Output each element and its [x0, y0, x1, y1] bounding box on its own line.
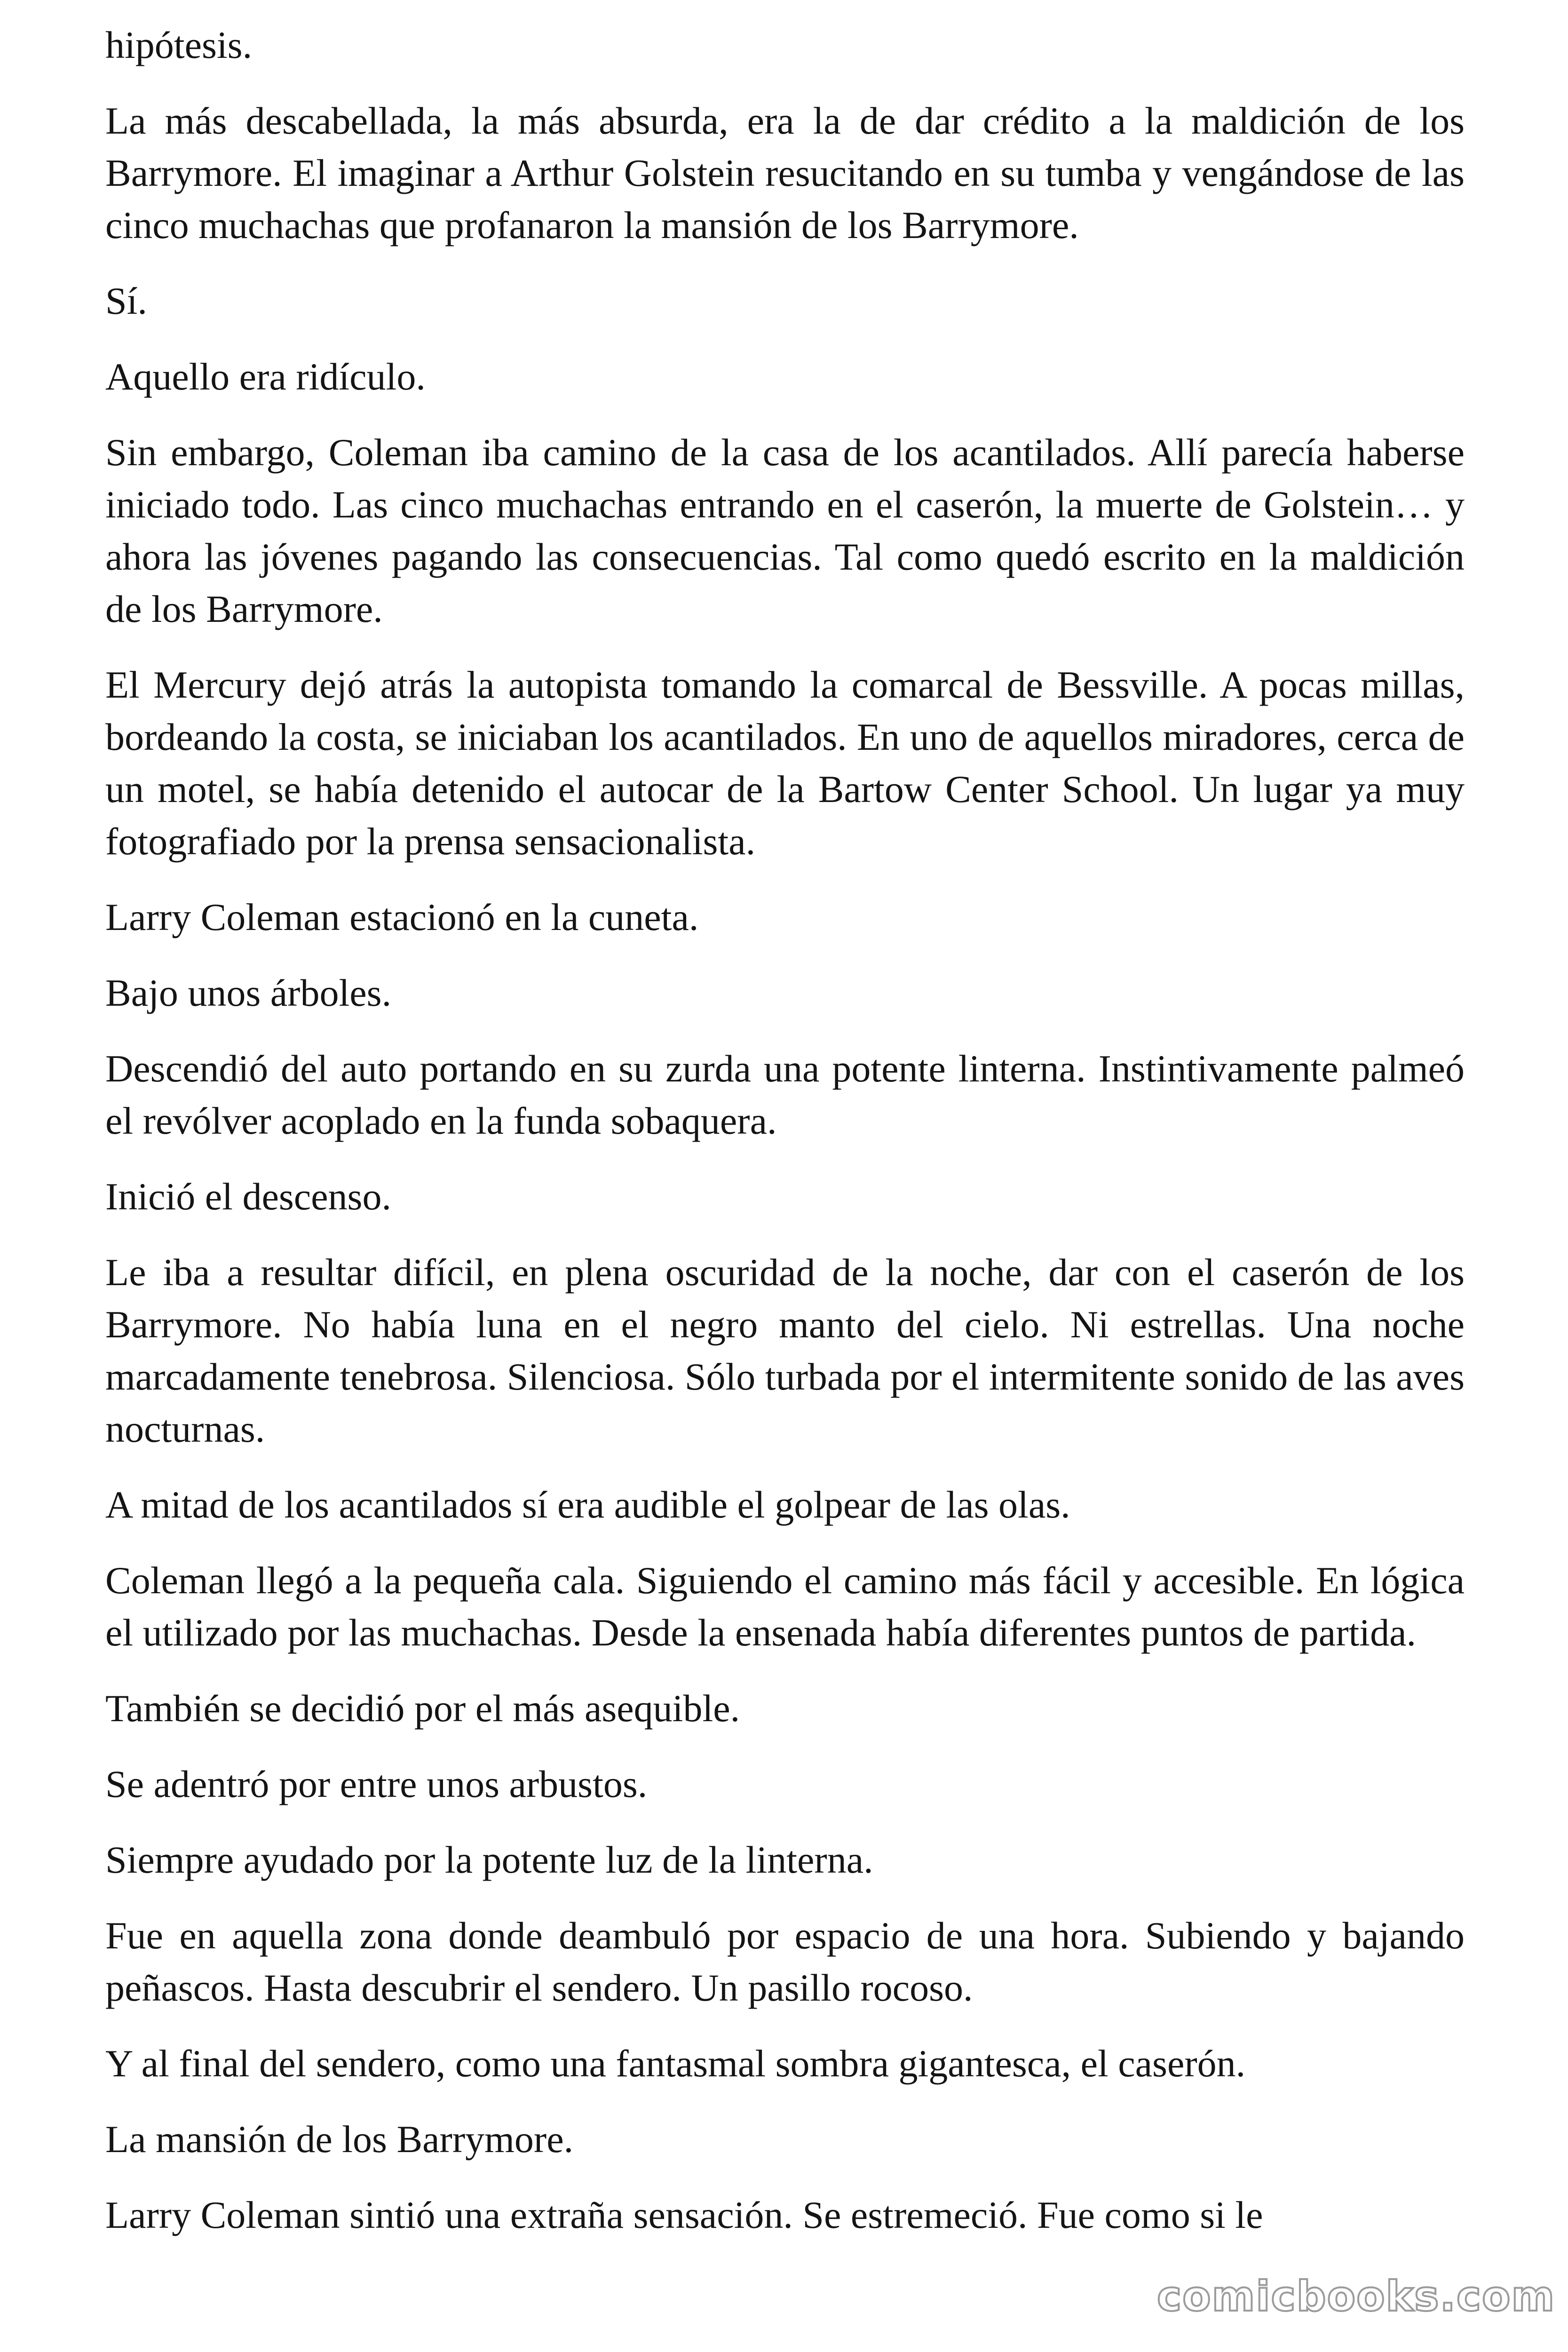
- paragraph: Larry Coleman estacionó en la cuneta.: [105, 896, 699, 938]
- paragraph: Y al final del sendero, como una fantasmal sombra gigantesca, el caserón.: [105, 2042, 1246, 2085]
- paragraph: Aquello era ridículo.: [105, 355, 426, 398]
- paragraph: hipótesis.: [105, 24, 253, 66]
- paragraph: Fue en aquella zona donde deambuló por espacio de una hora. Subiendo y bajando peñascos. Hasta descubrir el sendero. Un pasillo rocoso.: [105, 1914, 1465, 2009]
- paragraph: Le iba a resultar difícil, en plena oscuridad de la noche, dar con el caserón de los Barrymore. No había luna en el negro manto del cielo. Ni estrellas. Una noche marcadamente tenebrosa. Silenciosa. Sólo turbada por el intermitente sonido de las aves nocturnas.: [105, 1251, 1465, 1450]
- paragraph: Sin embargo, Coleman iba camino de la casa de los acantilados. Allí parecía haberse iniciado todo. Las cinco muchachas entrando en el caserón, la muerte de Golstein… y ahora las jóvenes pagando las consecuencias. Tal como quedó escrito en la maldición de los Barrymore.: [105, 431, 1465, 630]
- paragraph: El Mercury dejó atrás la autopista tomando la comarcal de Bessville. A pocas millas, bordeando la costa, se iniciaban los acantilados. En uno de aquellos miradores, cerca de un motel, se había detenido el autocar de la Bartow Center School. Un lugar ya muy fotografiado por la prensa sensacionalista.: [105, 663, 1465, 863]
- paragraph: Se adentró por entre unos arbustos.: [105, 1763, 648, 1805]
- paragraph: Larry Coleman sintió una extraña sensación. Se estremeció. Fue como si le: [105, 2193, 1263, 2236]
- paragraph: La más descabellada, la más absurda, era la de dar crédito a la maldición de los Barrymore. El imaginar a Arthur Golstein resucitando en su tumba y vengándose de las cinco muchachas que profanaron la mansión de los Barrymore.: [105, 99, 1465, 246]
- paragraph: Descendió del auto portando en su zurda una potente linterna. Instintivamente palmeó el revólver acoplado en la funda sobaquera.: [105, 1047, 1465, 1142]
- paragraph: Siempre ayudado por la potente luz de la linterna.: [105, 1838, 873, 1881]
- paragraph: Coleman llegó a la pequeña cala. Siguiendo el camino más fácil y accesible. En lógica el utilizado por las muchachas. Desde la ensenada había diferentes puntos de partida.: [105, 1559, 1465, 1654]
- paragraph: Sí.: [105, 279, 147, 322]
- paragraph: Inició el descenso.: [105, 1175, 391, 1218]
- paragraph: A mitad de los acantilados sí era audible el golpear de las olas.: [105, 1483, 1070, 1526]
- body-text: [105, 19, 1465, 2265]
- paragraph: La mansión de los Barrymore.: [105, 2118, 574, 2161]
- watermark-logo: comicbooks.com: [1157, 2272, 1556, 2320]
- paragraph: Bajo unos árboles.: [105, 971, 392, 1014]
- paragraph: También se decidió por el más asequible.: [105, 1687, 740, 1730]
